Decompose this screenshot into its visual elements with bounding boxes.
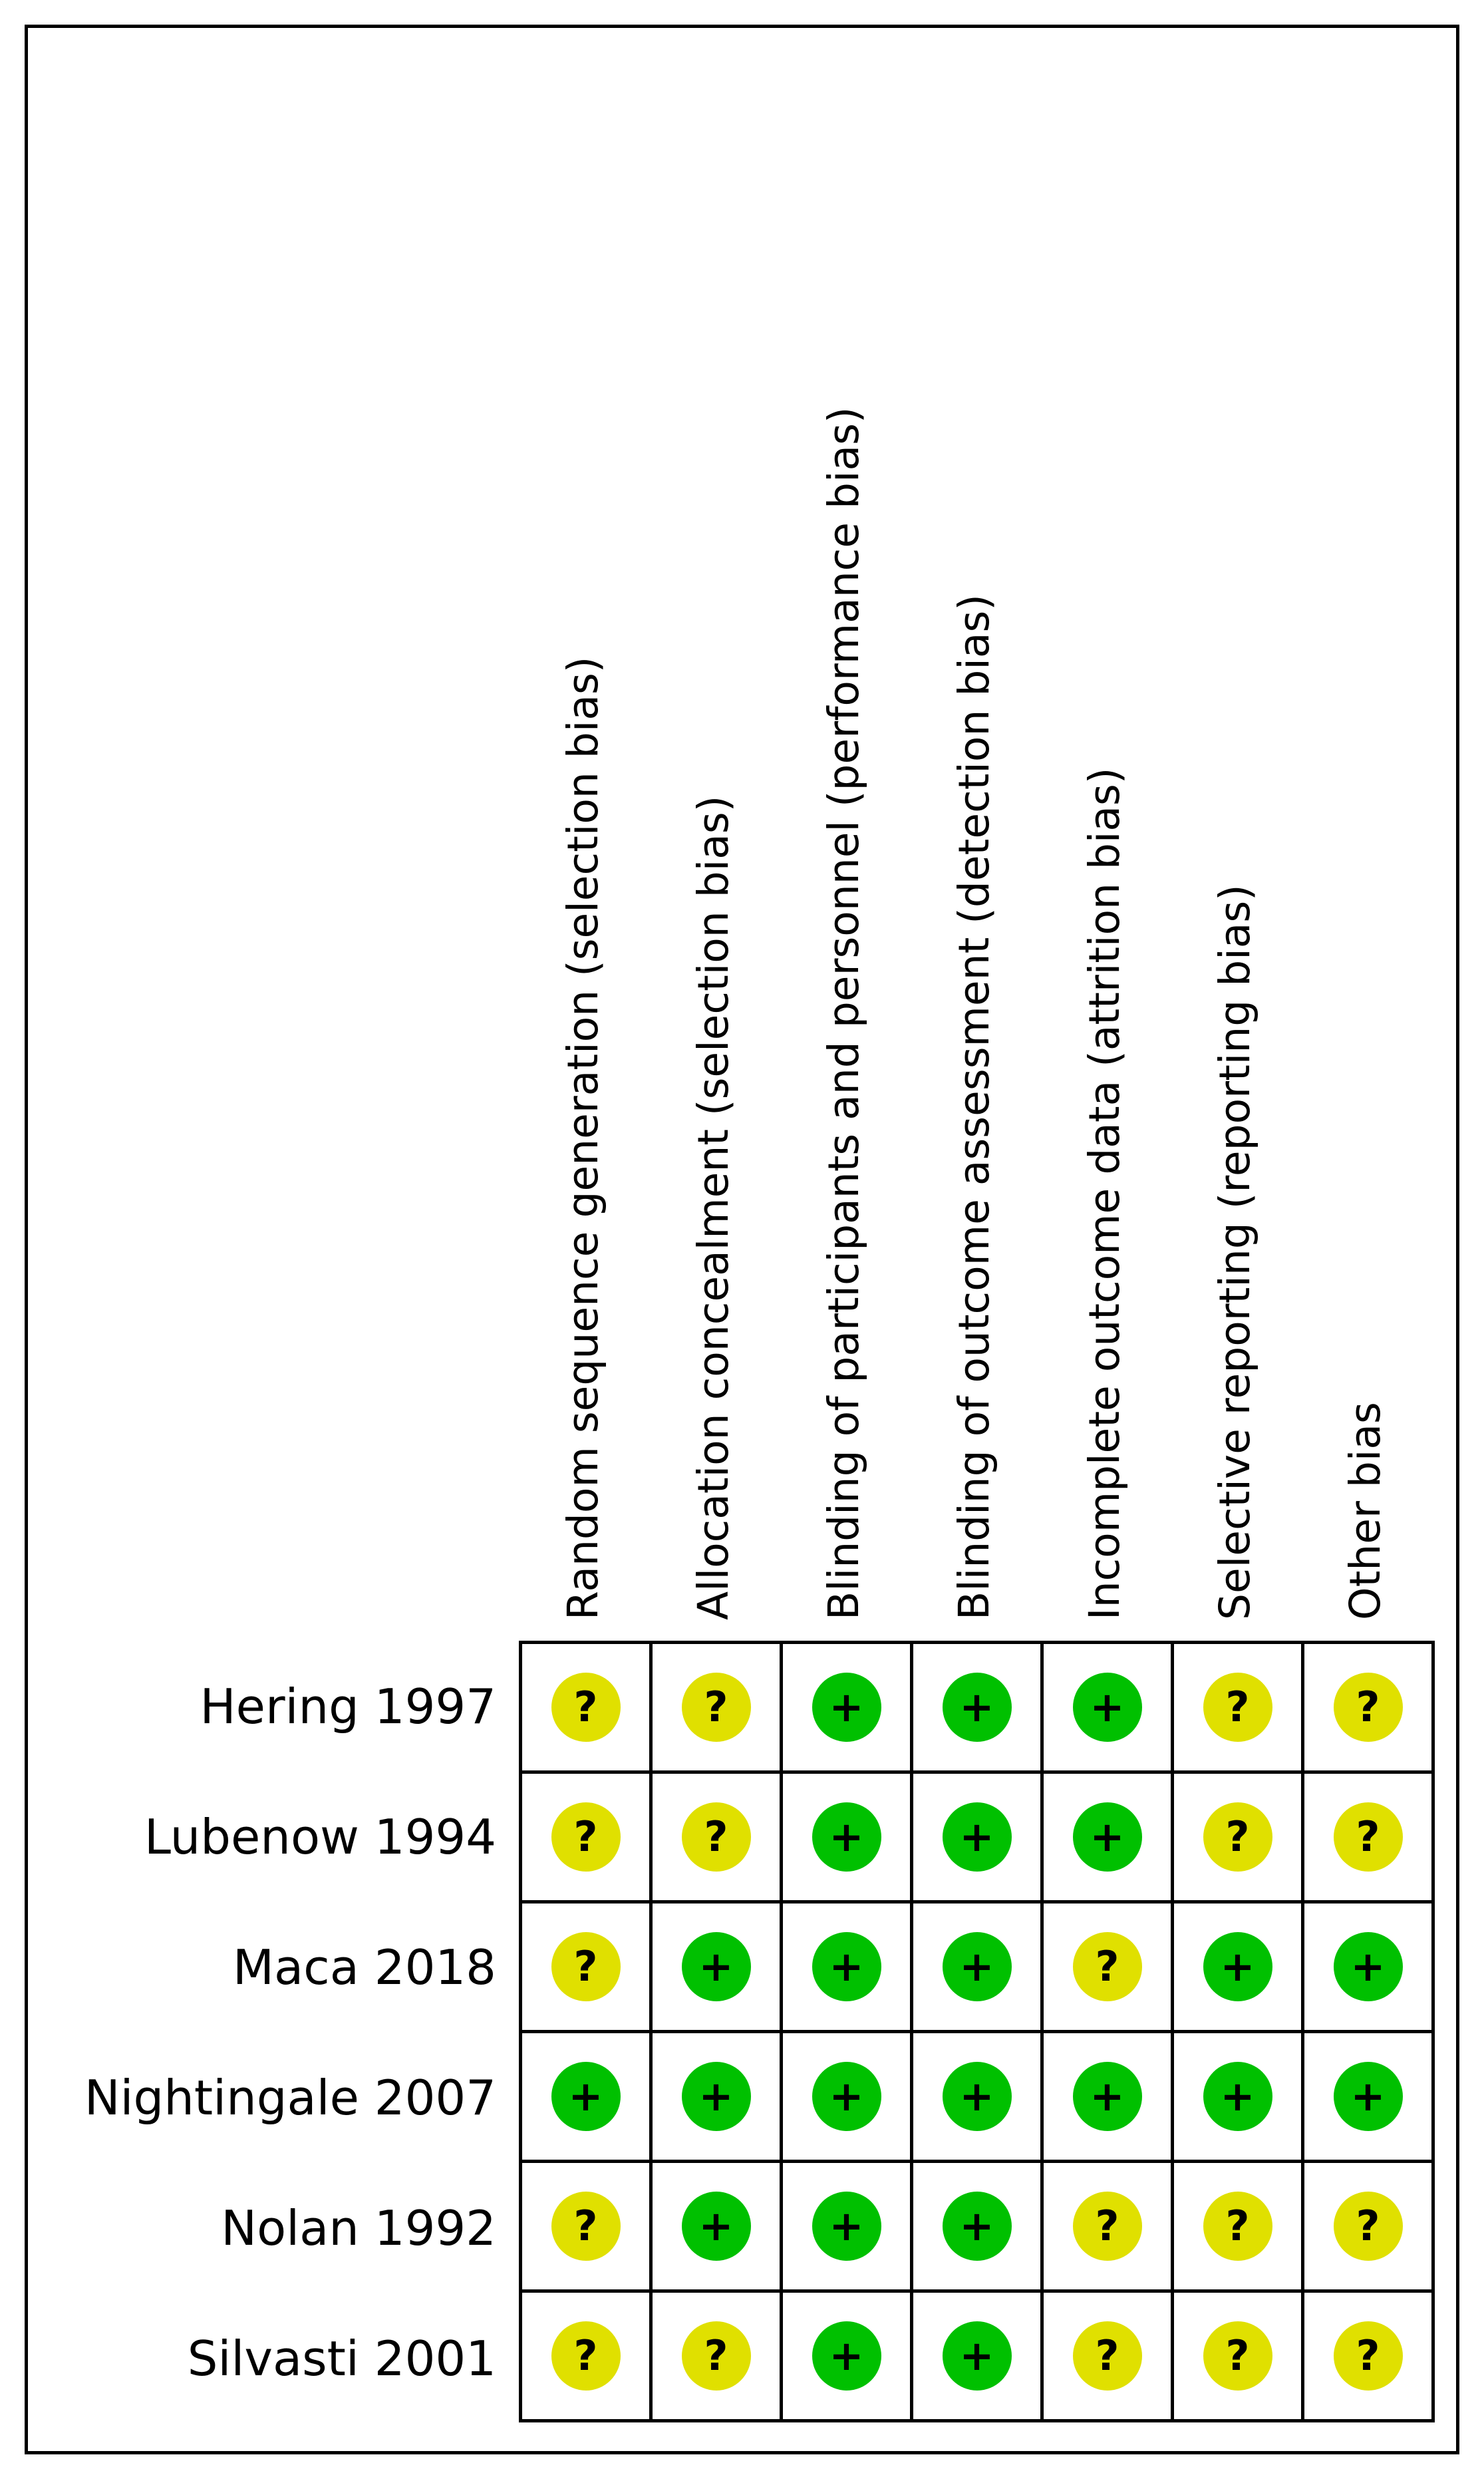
- grid-cell: [1304, 1644, 1435, 1774]
- grid-cell: [1304, 1903, 1435, 2033]
- grid-cell: [522, 1644, 653, 1774]
- grid-cell: [522, 1774, 653, 1903]
- grid-cell: [783, 1774, 913, 1903]
- low-risk-icon: +: [1334, 1932, 1403, 2001]
- unclear-risk-icon: ?: [551, 1932, 621, 2001]
- grid-cell: [653, 1644, 783, 1774]
- unclear-risk-icon: ?: [1334, 2321, 1403, 2391]
- low-risk-icon: +: [1334, 2062, 1403, 2131]
- low-risk-icon: +: [682, 2192, 751, 2261]
- unclear-risk-icon: ?: [1073, 2321, 1142, 2391]
- unclear-risk-icon: ?: [551, 2192, 621, 2261]
- low-risk-icon: +: [943, 2321, 1012, 2391]
- unclear-risk-icon: ?: [1073, 2192, 1142, 2261]
- low-risk-icon: +: [1073, 1673, 1142, 1742]
- low-risk-icon: +: [551, 2062, 621, 2131]
- grid-cell: [1044, 1903, 1174, 2033]
- low-risk-icon: +: [943, 1802, 1012, 1872]
- grid-cell: [653, 2293, 783, 2422]
- unclear-risk-icon: ?: [1073, 1932, 1142, 2001]
- low-risk-icon: +: [812, 2062, 881, 2131]
- table-row: [522, 2033, 1435, 2163]
- low-risk-icon: +: [1073, 2062, 1142, 2131]
- low-risk-icon: +: [943, 2192, 1012, 2261]
- study-label: Lubenow 1994: [144, 1809, 496, 1865]
- column-header-label: Blinding of outcome assessment (detection bias): [950, 594, 998, 1620]
- grid-cell: [1044, 1644, 1174, 1774]
- grid-cell: [1304, 1774, 1435, 1903]
- grid-cell: [1304, 2293, 1435, 2422]
- grid-cell: [522, 1903, 653, 2033]
- grid-cell: [1174, 2293, 1304, 2422]
- low-risk-icon: +: [812, 2192, 881, 2261]
- grid-cell: [783, 2163, 913, 2293]
- unclear-risk-icon: ?: [551, 1802, 621, 1872]
- column-header-label: Allocation concealment (selection bias): [689, 795, 738, 1620]
- unclear-risk-icon: ?: [1203, 2321, 1272, 2391]
- grid-cell: [913, 1644, 1044, 1774]
- low-risk-icon: +: [812, 2321, 881, 2391]
- low-risk-icon: +: [943, 1673, 1012, 1742]
- grid-cell: [1174, 1903, 1304, 2033]
- unclear-risk-icon: ?: [1203, 2192, 1272, 2261]
- unclear-risk-icon: ?: [682, 1673, 751, 1742]
- table-row: [522, 1774, 1435, 1903]
- unclear-risk-icon: ?: [551, 2321, 621, 2391]
- grid-cell: [1304, 2163, 1435, 2293]
- unclear-risk-icon: ?: [682, 2321, 751, 2391]
- grid-cell: [1044, 1774, 1174, 1903]
- grid-cell: [913, 2033, 1044, 2163]
- column-header-label: Blinding of participants and personnel (performance bias): [819, 407, 868, 1620]
- low-risk-icon: +: [682, 1932, 751, 2001]
- column-header-label: Selective reporting (reporting bias): [1211, 884, 1259, 1620]
- grid-cell: [1174, 1644, 1304, 1774]
- grid-cell: [913, 2163, 1044, 2293]
- column-header-label: Incomplete outcome data (attrition bias): [1080, 767, 1129, 1620]
- grid-cell: [653, 2033, 783, 2163]
- grid-cell: [913, 2293, 1044, 2422]
- unclear-risk-icon: ?: [1334, 2192, 1403, 2261]
- grid-cell: [522, 2293, 653, 2422]
- grid-cell: [1174, 2163, 1304, 2293]
- unclear-risk-icon: ?: [1203, 1802, 1272, 1872]
- unclear-risk-icon: ?: [1203, 1673, 1272, 1742]
- study-label: Hering 1997: [200, 1679, 496, 1735]
- low-risk-icon: +: [943, 2062, 1012, 2131]
- grid-cell: [783, 1903, 913, 2033]
- column-header-label: Random sequence generation (selection bias): [559, 656, 607, 1620]
- study-label: Maca 2018: [232, 1939, 496, 1995]
- low-risk-icon: +: [682, 2062, 751, 2131]
- grid-cell: [913, 1774, 1044, 1903]
- low-risk-icon: +: [943, 1932, 1012, 2001]
- grid-cell: [1174, 1774, 1304, 1903]
- unclear-risk-icon: ?: [682, 1802, 751, 1872]
- grid-cell: [522, 2163, 653, 2293]
- grid-cell: [522, 2033, 653, 2163]
- grid-cell: [653, 1774, 783, 1903]
- low-risk-icon: +: [812, 1673, 881, 1742]
- low-risk-icon: +: [1073, 1802, 1142, 1872]
- grid-cell: [783, 1644, 913, 1774]
- low-risk-icon: +: [812, 1802, 881, 1872]
- grid-cell: [783, 2033, 913, 2163]
- grid-cell: [1044, 2163, 1174, 2293]
- table-row: [522, 2163, 1435, 2293]
- table-row: [522, 1644, 1435, 1774]
- column-header-label: Other bias: [1341, 1402, 1390, 1620]
- study-label: Nightingale 2007: [84, 2070, 496, 2126]
- grid-cell: [653, 1903, 783, 2033]
- grid-cell: [913, 1903, 1044, 2033]
- study-label: Silvasti 2001: [187, 2331, 496, 2387]
- grid-cell: [1044, 2293, 1174, 2422]
- grid-cell: [1044, 2033, 1174, 2163]
- grid-cell: [1174, 2033, 1304, 2163]
- grid-cell: [653, 2163, 783, 2293]
- low-risk-icon: +: [1203, 2062, 1272, 2131]
- table-row: [522, 1903, 1435, 2033]
- grid-cell: [783, 2293, 913, 2422]
- low-risk-icon: +: [812, 1932, 881, 2001]
- risk-of-bias-grid: [519, 1641, 1435, 2422]
- study-label: Nolan 1992: [221, 2200, 496, 2256]
- unclear-risk-icon: ?: [1334, 1673, 1403, 1742]
- low-risk-icon: +: [1203, 1932, 1272, 2001]
- grid-cell: [1304, 2033, 1435, 2163]
- unclear-risk-icon: ?: [551, 1673, 621, 1742]
- table-row: [522, 2293, 1435, 2422]
- unclear-risk-icon: ?: [1334, 1802, 1403, 1872]
